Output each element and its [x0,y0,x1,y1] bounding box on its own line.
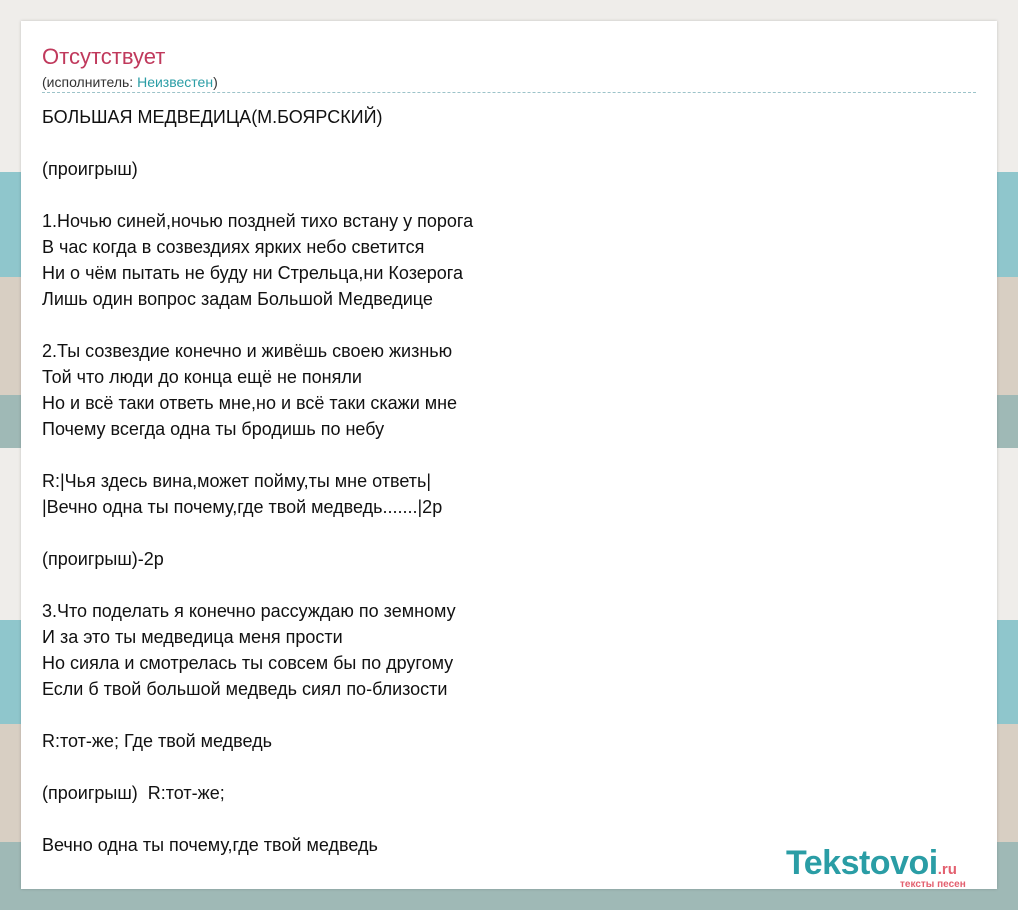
lyric-line: БОЛЬШАЯ МЕДВЕДИЦА(М.БОЯРСКИЙ) [42,107,383,127]
lyric-line: R:тот-же; Где твой медведь [42,731,273,751]
lyric-line: |Вечно одна ты почему,где твой медведь.......|2р [42,497,443,517]
site-logo[interactable] [786,843,996,891]
artist-line [42,73,218,91]
lyrics-text [42,104,942,858]
lyric-line: 3.Что поделать я конечно рассуждаю по земному [42,601,456,621]
lyric-line: 2.Ты созвездие конечно и живёшь своею жизнью [42,341,453,361]
lyrics-card [21,21,997,889]
lyric-line: Если б твой большой медведь сиял по-близости [42,679,448,699]
lyric-line: (проигрыш) [42,159,138,179]
artist-prefix: (исполнитель: [42,74,138,90]
lyric-line: (проигрыш) R:тот-же; [42,783,225,803]
logo-suffix: .ru [937,861,957,878]
lyric-line: Но сияла и смотрелась ты совсем бы по другому [42,653,454,673]
logo-main-text: Tekstovoi [786,844,938,882]
song-title: Отсутствует [42,44,166,69]
lyric-line: Той что люди до конца ещё не поняли [42,367,362,387]
lyric-line: Почему всегда одна ты бродишь по небу [42,419,385,439]
lyric-line: Но и всё таки ответь мне,но и всё таки скажи мне [42,393,458,413]
lyric-line: R:|Чья здесь вина,может пойму,ты мне ответь| [42,471,432,491]
artist-suffix: ) [213,74,218,90]
lyric-line: В час когда в созвездиях ярких небо светится [42,237,425,257]
lyric-line: Ни о чём пытать не буду ни Стрельца,ни Козерога [42,263,463,283]
lyric-line: Лишь один вопрос задам Большой Медведице [42,289,433,309]
lyric-line: И за это ты медведица меня прости [42,627,343,647]
logo-tagline: тексты песен [900,879,966,890]
header-divider [42,92,976,93]
lyric-line: (проигрыш)-2р [42,549,164,569]
artist-link[interactable]: Неизвестен [137,74,214,90]
lyric-line: 1.Ночью синей,ночью поздней тихо встану у порога [42,211,474,231]
lyric-line: Вечно одна ты почему,где твой медведь [42,835,378,855]
